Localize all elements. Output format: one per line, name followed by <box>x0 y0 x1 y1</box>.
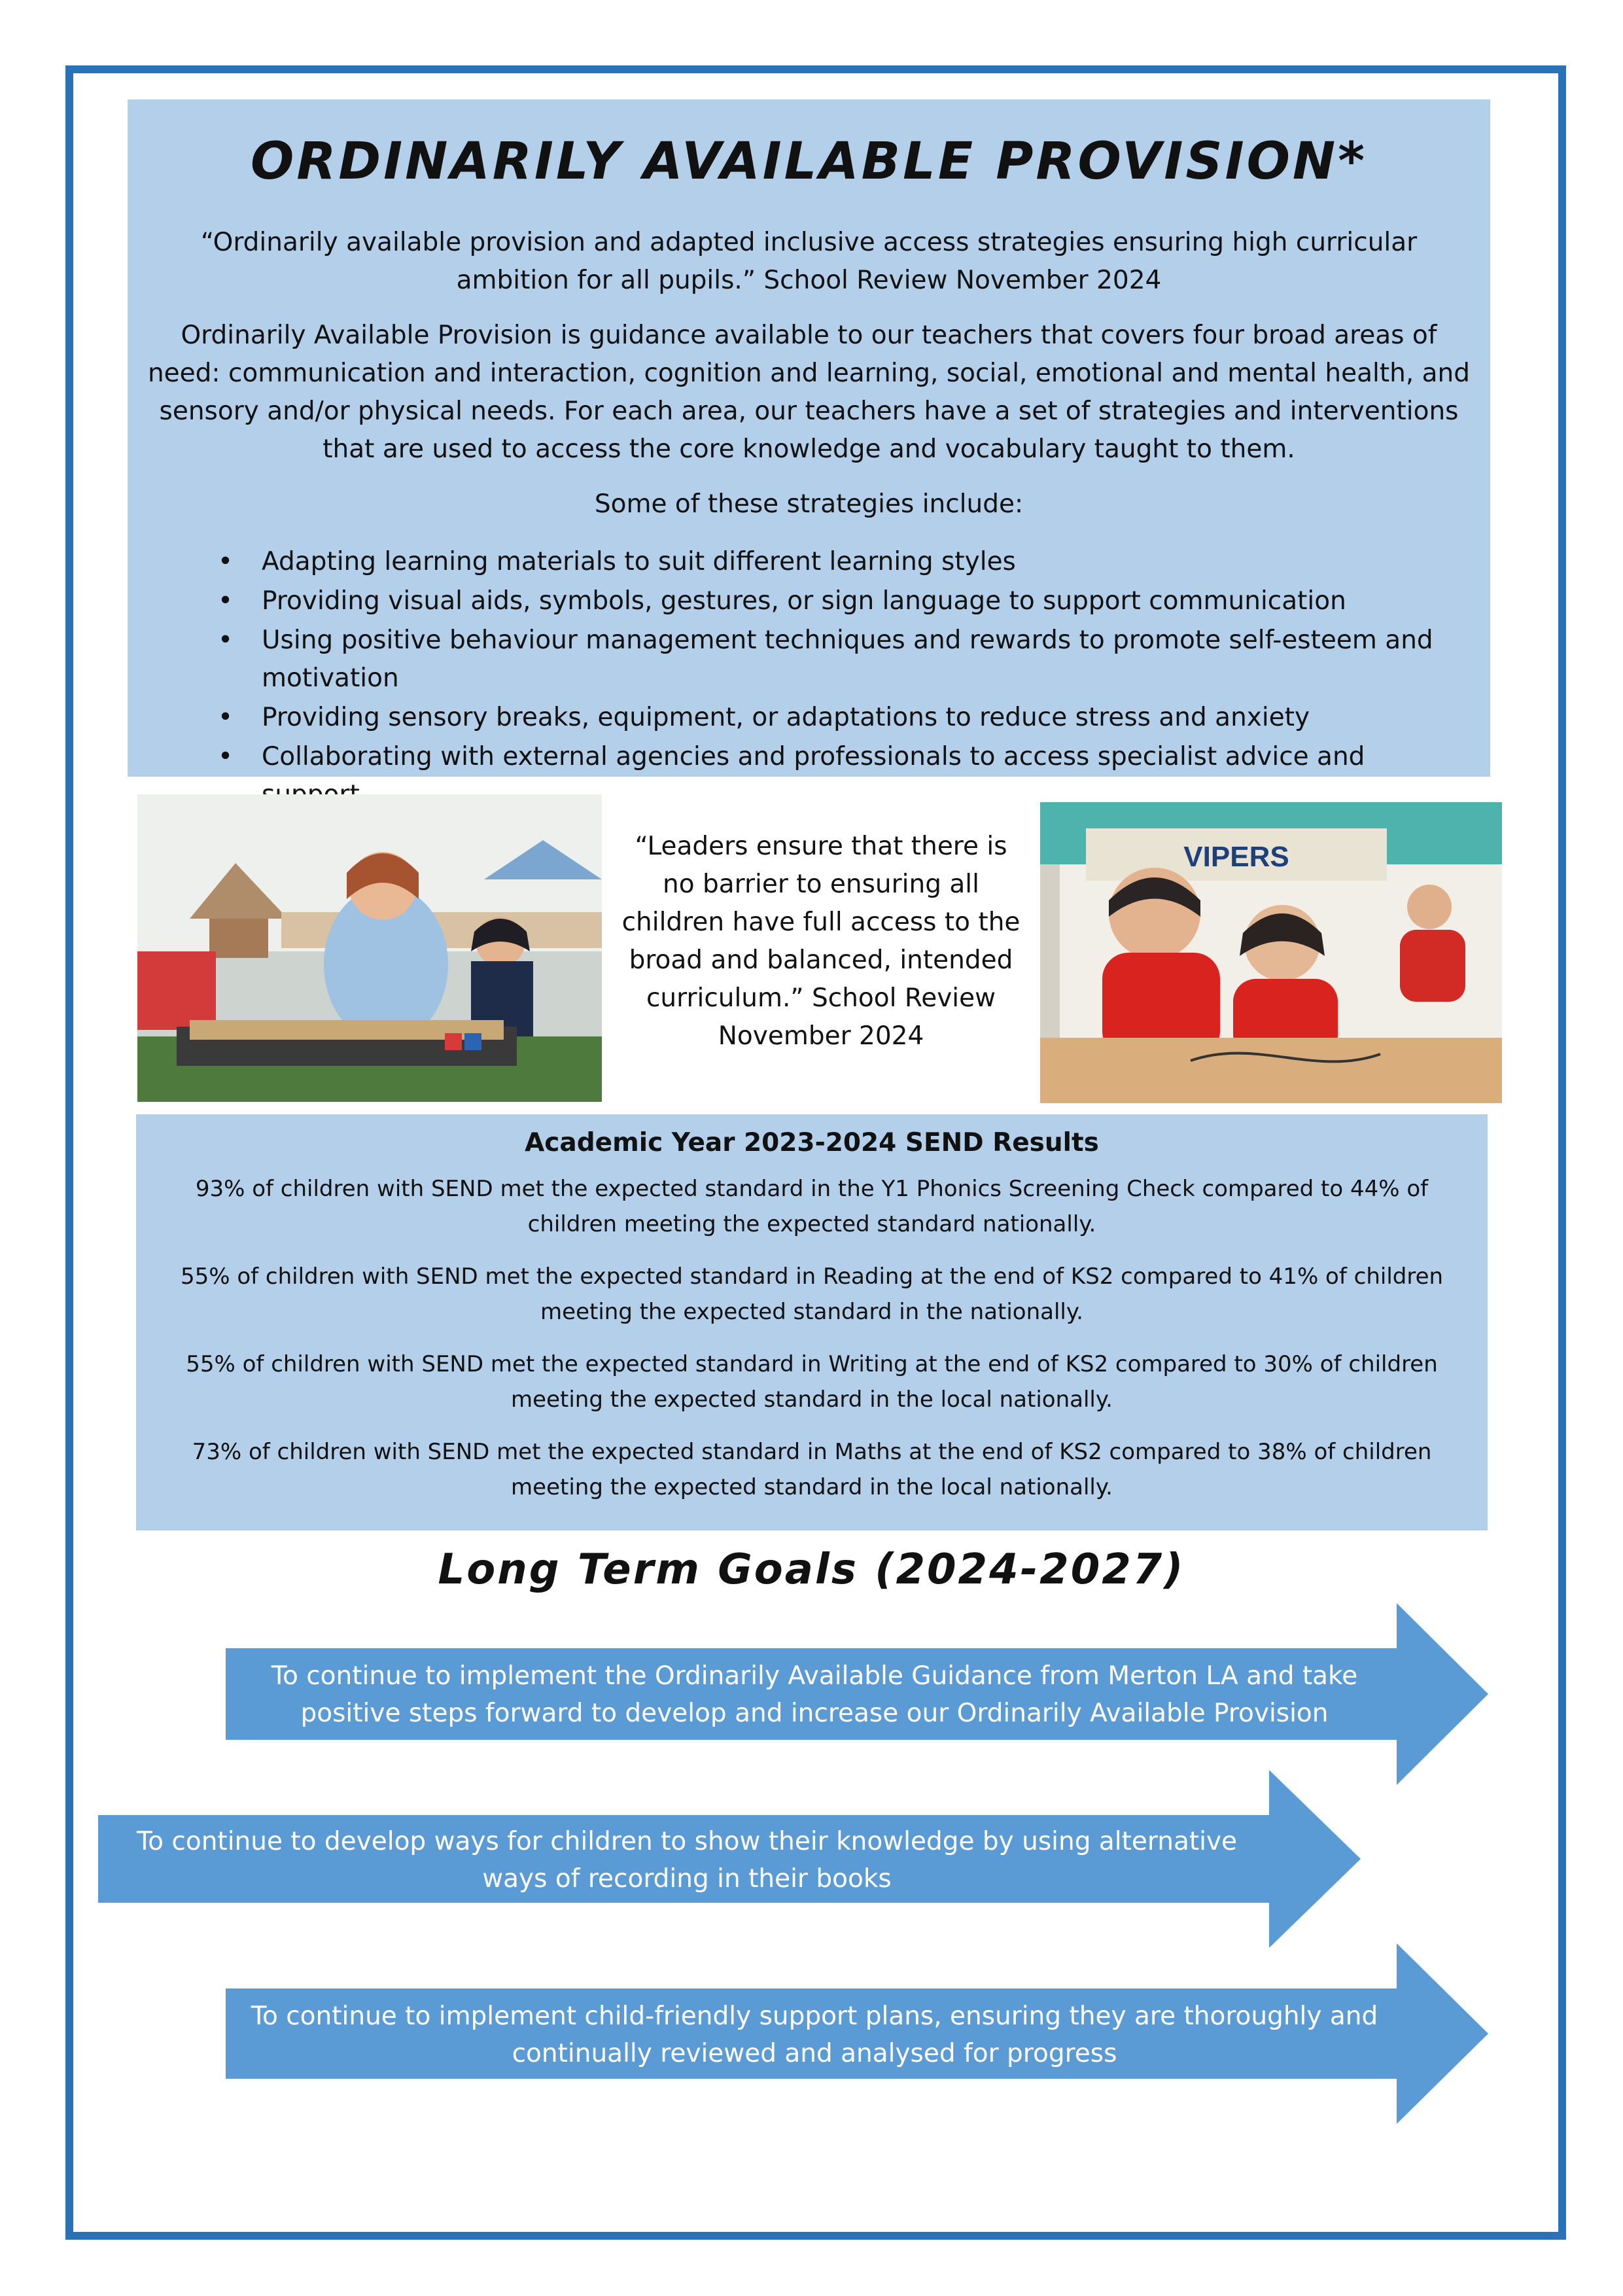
result-item: 73% of children with SEND met the expected standard in Maths at the end of KS2 compared to 38% of children meeting the expected standard in the local nationally. <box>192 1439 1432 1500</box>
result-item: 55% of children with SEND met the expected standard in Reading at the end of KS2 compared to 41% of children meeting the expected standard in the nationally. <box>180 1263 1444 1325</box>
leaders-quote: “Leaders ensure that there is no barrier to ensuring all children have full access to the broad and balanced, intended curriculum.” School Review November 2024 <box>621 832 1021 1051</box>
list-item <box>213 582 1471 620</box>
provision-box <box>128 99 1490 777</box>
results-title: Academic Year 2023-2024 SEND Results <box>525 1128 1099 1157</box>
list-item <box>213 699 1471 737</box>
list-item-text: Collaborating with external agencies and professionals to access specialist advice and <box>262 742 1365 771</box>
strategies-list <box>147 543 1471 814</box>
result-item: 93% of children with SEND met the expected standard in the Y1 Phonics Screening Check compared to 44% of children meeting the expected standard nationally. <box>195 1176 1429 1237</box>
list-item <box>213 622 1471 698</box>
page-title: ORDINARILY AVAILABLE PROVISION* <box>251 132 1367 191</box>
list-item-text: Providing sensory breaks, equipment, or adaptations to reduce stress and anxiety <box>262 703 1310 732</box>
result-item: 55% of children with SEND met the expected standard in Writing at the end of KS2 compared to 30% of children meeting the expected standard in the local nationally. <box>186 1351 1438 1413</box>
bullet-icon: • <box>218 547 234 576</box>
strategies-intro: Some of these strategies include: <box>594 489 1024 519</box>
list-item-text: Providing visual aids, symbols, gestures, or sign language to support communication <box>262 586 1346 616</box>
provision-description: Ordinarily Available Provision is guidance available to our teachers that covers four broad areas of need: communication and interaction, cognition and learning, social, emotional and mental health, and sensory and/or physical needs. For each area, our teachers have a set of strategies and interventions that are used to access the core knowledge and vocabulary taught to them. <box>147 321 1471 464</box>
bullet-icon: • <box>218 626 234 655</box>
bullet-icon: • <box>218 703 234 732</box>
intro-quote: “Ordinarily available provision and adapted inclusive access strategies ensuring high curricular ambition for all pupils.” School Review November 2024 <box>200 228 1418 295</box>
list-item-text: Adapting learning materials to suit different learning styles <box>262 547 1016 576</box>
goal-arrow-3 <box>226 1943 1488 2124</box>
send-results-box <box>136 1114 1488 1530</box>
bullet-icon: • <box>218 586 234 616</box>
goal-arrow-2 <box>98 1770 1361 1948</box>
goal-text: To continue to implement child-friendly support plans, ensuring they are thoroughly and continually reviewed and analysed for progress <box>251 2002 1378 2068</box>
vipers-sign-text: VIPERS <box>1183 841 1289 873</box>
goal-arrow-1 <box>226 1603 1488 1785</box>
bullet-icon: • <box>218 742 234 771</box>
list-item-text: Using positive behaviour management techniques and rewards to promote self-esteem and motivation <box>262 626 1433 693</box>
list-item <box>213 543 1471 581</box>
goal-text: To continue to implement the Ordinarily Available Guidance from Merton LA and take positive steps forward to develop and increase our Ordinarily Available Provision <box>271 1661 1358 1728</box>
classroom-photo <box>1040 802 1502 1103</box>
playground-photo <box>137 794 602 1102</box>
goals-title: Long Term Goals (2024-2027) <box>438 1545 1185 1594</box>
goal-text: To continue to develop ways for children to show their knowledge by using alternative ways of recording in their books <box>136 1827 1238 1894</box>
